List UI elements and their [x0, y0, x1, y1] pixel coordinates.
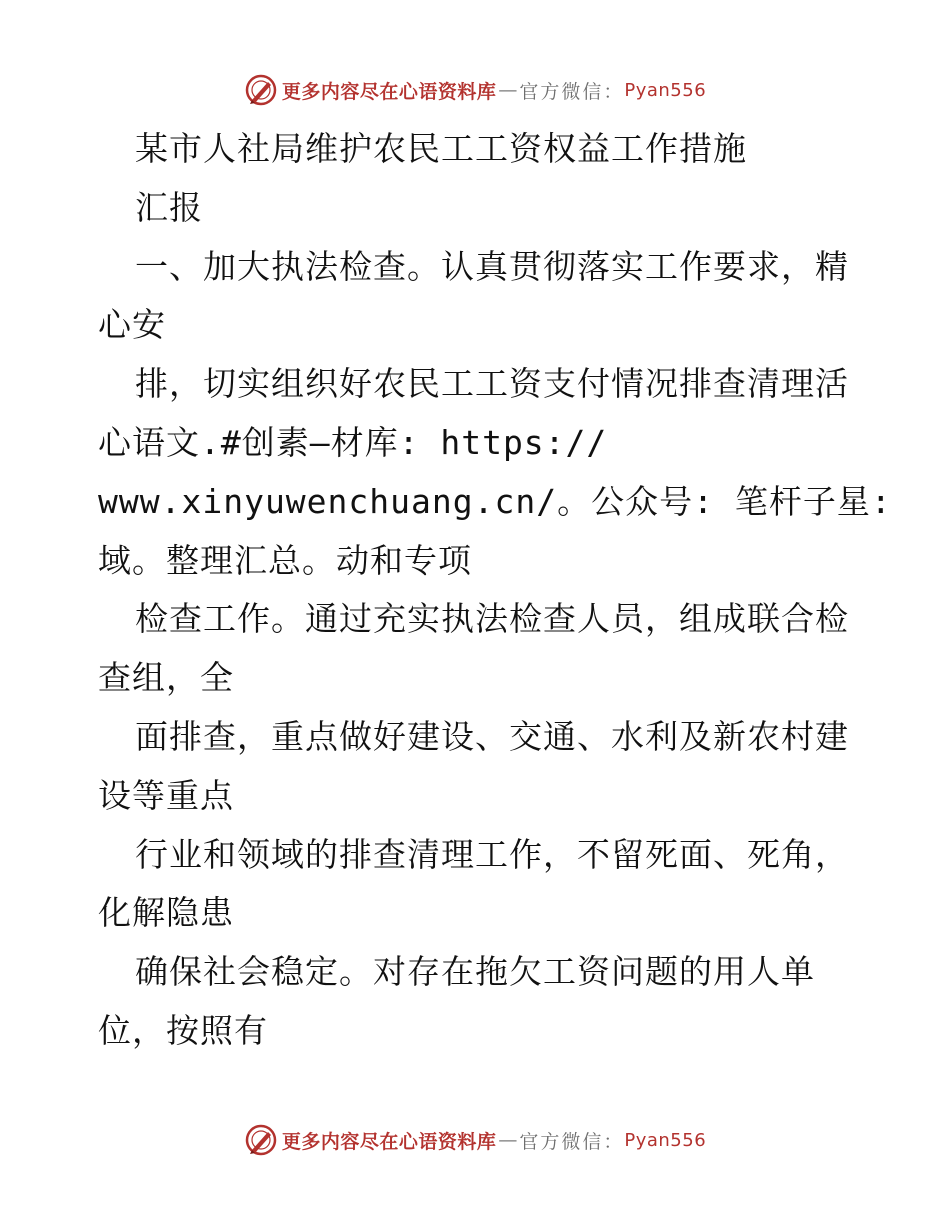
paragraph-line: www.xinyuwenchuang.cn/。公众号: 笔杆子星: — [98, 481, 892, 521]
paragraph-line: 查组，全 — [98, 658, 234, 698]
header-banner-wechat-label: 官方微信： — [519, 80, 625, 103]
header-banner — [0, 70, 950, 110]
paragraph-line: 确保社会稳定。对存在拖欠工资问题的用人单 — [135, 952, 815, 992]
footer-banner-wechat-label: 官方微信： — [519, 1130, 625, 1153]
header-banner-dash: — — [498, 79, 518, 101]
header-banner-wechat-id: Pyan556 — [624, 79, 707, 101]
paragraph-line: 排，切实组织好农民工工资支付情况排查清理活 — [135, 364, 849, 404]
footer-banner-wechat-id: Pyan556 — [624, 1129, 707, 1151]
paragraph-line: 化解隐患 — [98, 893, 234, 933]
paragraph-line: 位，按照有 — [98, 1010, 268, 1050]
document-body — [98, 120, 898, 1061]
paragraph-line: 行业和领域的排查清理工作，不留死面、死角， — [135, 834, 849, 874]
paragraph-line: 心安 — [98, 305, 166, 345]
paragraph-line: 心语文.#创素—材库: https:// — [98, 422, 608, 462]
paragraph-line: 面排查，重点做好建设、交通、水利及新农村建 — [135, 716, 849, 756]
footer-banner-title: 更多内容尽在心语资料库 — [281, 1130, 497, 1153]
pen-logo-icon — [244, 1123, 278, 1157]
document-title-line-1: 某市人社局维护农民工工资权益工作措施 — [135, 129, 747, 168]
paragraph-line: 检查工作。通过充实执法检查人员，组成联合检 — [135, 599, 849, 639]
header-banner-title: 更多内容尽在心语资料库 — [281, 80, 497, 103]
paragraph-line: 一、加大执法检查。认真贯彻落实工作要求，精 — [135, 246, 849, 286]
paragraph-line: 域。整理汇总。动和专项 — [98, 540, 472, 580]
pen-logo-icon — [244, 73, 278, 107]
footer-banner — [0, 1120, 950, 1160]
footer-banner-dash: — — [498, 1129, 518, 1151]
paragraph-line: 设等重点 — [98, 775, 234, 815]
document-title-line-2: 汇报 — [135, 187, 203, 227]
